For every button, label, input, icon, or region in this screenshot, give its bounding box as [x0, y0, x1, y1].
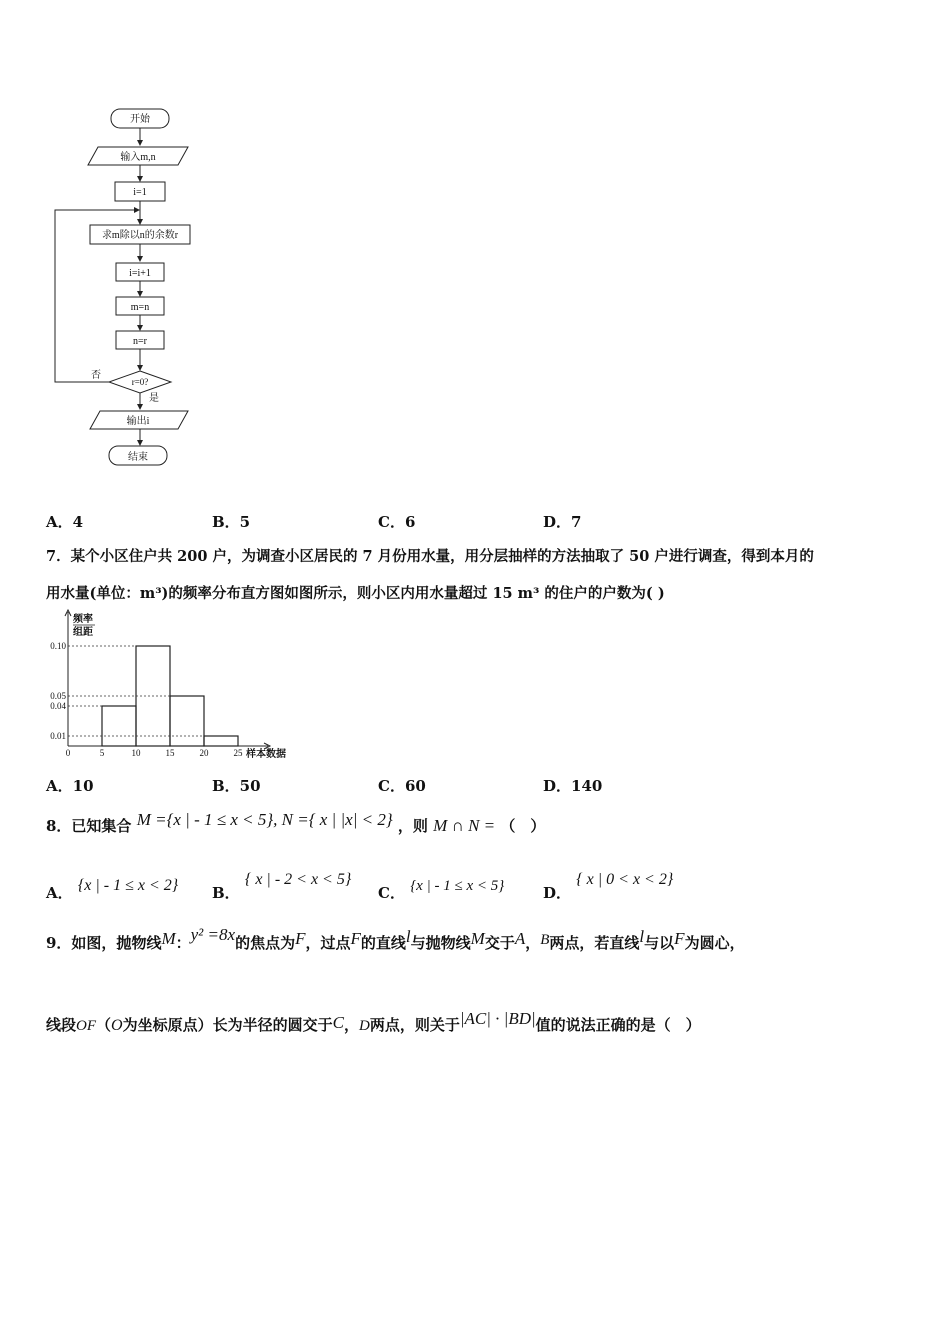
q9-stem-line2	[46, 1009, 701, 1035]
q9-text: ，	[525, 934, 541, 952]
q8-option-c-text: {x | - 1 ≤ x < 5}	[410, 878, 505, 894]
histogram-bar	[170, 696, 204, 746]
q9-math: F	[674, 929, 685, 948]
q9-text: ，	[343, 1016, 359, 1034]
x-tick-label: 0	[65, 748, 71, 758]
x-tick-label: 25	[233, 748, 243, 758]
q9-text: 值的说法正确的是（ ）	[535, 1016, 701, 1034]
assign-n-label: n=r	[133, 336, 147, 347]
x-tick-label: 10	[131, 748, 141, 758]
flowchart	[40, 100, 210, 480]
x-tick-label: 15	[165, 748, 175, 758]
output-label: 输出i	[126, 416, 150, 427]
q6-option-a[interactable]: A．4	[46, 513, 84, 531]
increment-label: i=i+1	[129, 268, 151, 279]
q9-math: M	[470, 929, 485, 948]
q9-math: F	[295, 929, 306, 948]
start-label: 开始	[130, 114, 150, 125]
q8-sets: M ={x | - 1 ≤ x < 5}, N ={ x | |x| < 2}	[136, 810, 393, 829]
y-tick-label: 0.04	[50, 701, 66, 711]
q9-stem-line1	[46, 925, 745, 953]
y-axis-label-denominator: 组距	[73, 627, 93, 638]
remainder-label: 求m除以n的余数r	[101, 230, 179, 241]
y-tick-label: 0.05	[50, 691, 66, 701]
histogram-bar	[204, 736, 238, 746]
q8-option-d-letter: D．	[543, 884, 572, 902]
q9-math: A	[514, 929, 526, 948]
q8-option-d-text: { x | 0 < x < 2}	[576, 871, 674, 888]
q9-text: 交于	[484, 934, 515, 952]
q9-text: （	[96, 1016, 112, 1034]
q8-expr: M ∩ N =	[433, 816, 496, 835]
q9-text: 的焦点为	[235, 934, 296, 952]
q9-text: 线段	[46, 1016, 77, 1034]
histogram-bar	[102, 706, 136, 746]
q8-option-a-text: {x | - 1 ≤ x < 2}	[77, 877, 179, 894]
yes-label: 是	[149, 393, 159, 404]
y-tick-label: 0.01	[50, 731, 66, 741]
q8-option-a-letter: A．	[46, 884, 73, 902]
x-tick-label: 20	[199, 748, 209, 758]
y-tick-label: 0.10	[50, 641, 66, 651]
histogram	[40, 608, 300, 764]
q7-stem-line2: 用水量(单位：m³)的频率分布直方图如图所示，则小区内用水量超过 15 m³ 的住户的户数为( )	[46, 585, 665, 602]
q8-paren: （ ）	[500, 817, 546, 835]
q7-option-a[interactable]: A．10	[46, 777, 94, 795]
q9-math: l	[405, 927, 411, 946]
q8-option-b-letter: B．	[212, 884, 240, 902]
q7-option-b[interactable]: B．50	[212, 777, 261, 795]
q8-prefix: 8．已知集合	[46, 817, 132, 835]
q7-stem-line1: 7．某个小区住户共 200 户，为调查小区居民的 7 月份用水量，用分层抽样的方法抽取了 50 户进行调查，得到本月的	[46, 548, 814, 565]
q6-option-d[interactable]: D．7	[543, 513, 582, 531]
q8-option-d[interactable]	[543, 868, 674, 902]
assign-m-label: m=n	[130, 302, 150, 313]
x-axis-label: 样本数据	[246, 749, 286, 760]
q8-option-c-letter: C．	[378, 884, 405, 902]
q9-text: 与以	[644, 934, 675, 952]
q8-suffix: ，则	[397, 817, 428, 835]
q9-text: ，过点	[305, 934, 351, 952]
q8-stem	[46, 810, 546, 836]
q9-math: O	[111, 1017, 123, 1034]
q6-option-b[interactable]: B．5	[212, 513, 251, 531]
x-tick-label: 5	[99, 748, 105, 758]
condition-label: r=0?	[131, 377, 149, 387]
q7-option-c[interactable]: C．60	[378, 777, 426, 795]
q9-math: OF	[76, 1018, 97, 1034]
q9-math: l	[639, 927, 645, 946]
q9-math: M	[161, 929, 176, 948]
q9-math: C	[332, 1013, 344, 1032]
q9-text: 9．如图，抛物线	[46, 934, 162, 952]
q8-option-b-text: { x | - 2 < x < 5}	[244, 871, 352, 888]
q7-option-d[interactable]: D．140	[543, 777, 603, 795]
q9-math: B	[540, 932, 550, 948]
q9-math: F	[350, 929, 361, 948]
q6-option-c[interactable]: C．6	[378, 513, 416, 531]
input-label: 输入m,n	[120, 152, 156, 163]
q9-text: 为坐标原点）长为半径的圆交于	[122, 1016, 333, 1034]
q9-text: 两点，若直线	[549, 934, 640, 952]
q9-text: 的直线	[360, 934, 406, 952]
q9-text: 两点，则关于	[369, 1016, 460, 1034]
q9-text: ：	[175, 934, 191, 952]
q9-text: 与抛物线	[410, 934, 471, 952]
q8-option-a[interactable]	[46, 874, 179, 902]
q8-option-c[interactable]	[378, 874, 505, 902]
end-label: 结束	[128, 452, 148, 463]
no-label: 否	[91, 370, 101, 381]
q9-math-parabola: y² =8x	[190, 925, 236, 944]
q9-math-product: |AC| · |BD|	[459, 1009, 536, 1028]
q8-option-b[interactable]	[212, 868, 352, 902]
init-label: i=1	[133, 187, 147, 198]
q9-math: D	[358, 1018, 370, 1034]
y-axis-label: 频率	[73, 614, 93, 625]
q9-text: 为圆心，	[684, 934, 745, 952]
